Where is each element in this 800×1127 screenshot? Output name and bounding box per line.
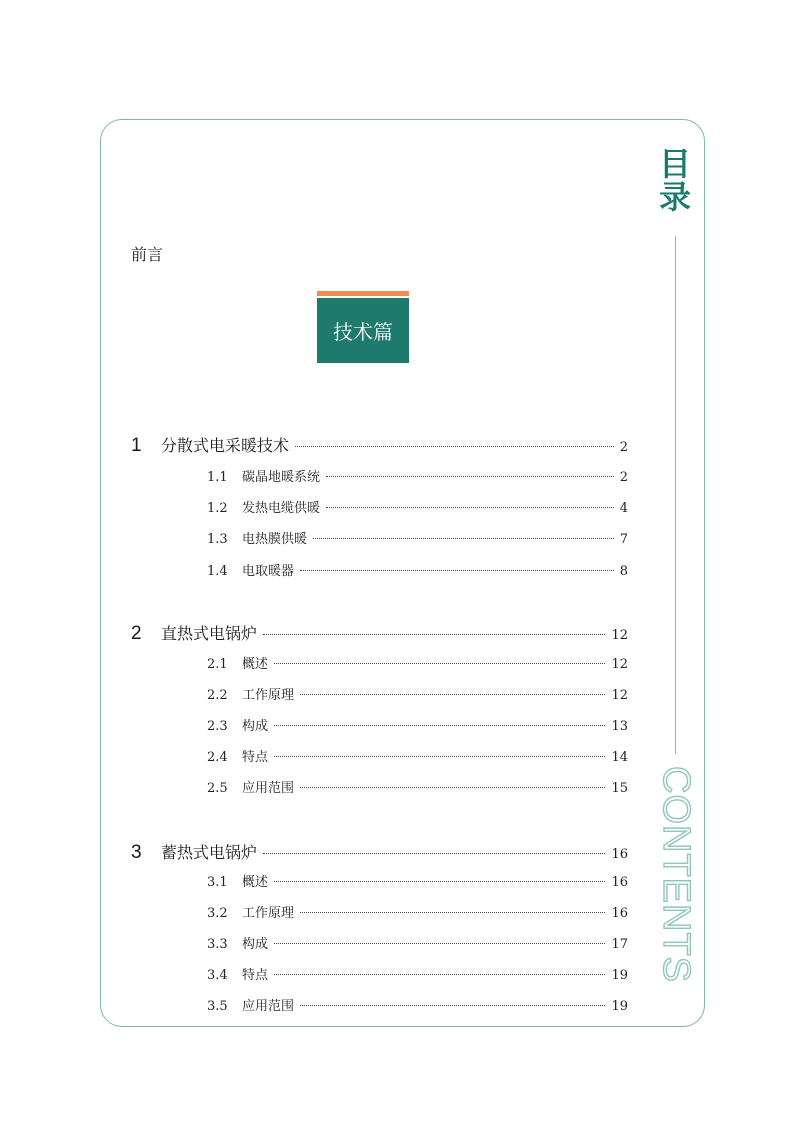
page-number: 15 xyxy=(611,781,628,796)
section-title: 特点 xyxy=(242,750,269,765)
page-number: 4 xyxy=(619,501,628,516)
section-title: 特点 xyxy=(242,968,269,983)
section-number: 3.2 xyxy=(207,906,228,921)
section-title: 工作原理 xyxy=(242,906,295,921)
chapter-entry[interactable] xyxy=(131,621,628,645)
leader-dots xyxy=(300,694,605,695)
leader-dots xyxy=(274,943,605,944)
section-number: 1.4 xyxy=(207,564,228,579)
toc-heading-char: 目 xyxy=(658,145,691,183)
preface-link[interactable]: 前言 xyxy=(131,245,164,264)
leader-dots xyxy=(274,725,605,726)
section-title: 构成 xyxy=(242,937,269,952)
leader-dots xyxy=(274,663,605,664)
section-title: 构成 xyxy=(242,719,269,734)
page-number: 2 xyxy=(619,440,628,455)
page-number: 16 xyxy=(611,906,628,921)
section-number: 1.2 xyxy=(207,501,228,516)
section-entry[interactable] xyxy=(207,995,628,1014)
section-number: 1.3 xyxy=(207,532,228,547)
section-number: 3.5 xyxy=(207,999,228,1014)
chapter-title: 分散式电采暖技术 xyxy=(161,436,290,455)
section-number: 3.4 xyxy=(207,968,228,983)
page-number: 19 xyxy=(611,999,628,1014)
section-entry[interactable] xyxy=(207,933,628,952)
chapter-entry[interactable] xyxy=(131,840,628,864)
section-title: 电取暖器 xyxy=(242,564,295,579)
toc-heading xyxy=(655,145,695,216)
leader-dots xyxy=(313,538,614,539)
section-entry[interactable] xyxy=(207,653,628,672)
section-entry[interactable] xyxy=(207,902,628,921)
leader-dots xyxy=(274,974,605,975)
section-title: 应用范围 xyxy=(242,781,295,796)
part-accent-bar xyxy=(317,291,409,296)
side-divider-line xyxy=(675,236,676,754)
page-number: 7 xyxy=(619,532,628,547)
page-number: 12 xyxy=(611,628,628,643)
page-number: 14 xyxy=(611,750,628,765)
section-number: 2.2 xyxy=(207,688,228,703)
section-title: 碳晶地暖系统 xyxy=(242,470,321,485)
section-number: 3.3 xyxy=(207,937,228,952)
chapter-entry[interactable] xyxy=(131,433,628,457)
chapter-title: 直热式电锅炉 xyxy=(161,624,258,643)
section-entry[interactable] xyxy=(207,715,628,734)
part-label-box xyxy=(317,298,409,363)
leader-dots xyxy=(274,756,605,757)
page-number: 19 xyxy=(611,968,628,983)
chapter-number: 3 xyxy=(131,842,142,863)
leader-dots xyxy=(263,634,605,635)
section-entry[interactable] xyxy=(207,777,628,796)
section-number: 3.1 xyxy=(207,875,228,890)
leader-dots xyxy=(326,476,614,477)
page-number: 13 xyxy=(611,719,628,734)
section-number: 1.1 xyxy=(207,470,228,485)
section-entry[interactable] xyxy=(207,466,628,485)
section-title: 电热膜供暖 xyxy=(242,532,308,547)
page-number: 16 xyxy=(611,875,628,890)
section-entry[interactable] xyxy=(207,560,628,579)
section-number: 2.3 xyxy=(207,719,228,734)
section-title: 概述 xyxy=(242,875,269,890)
leader-dots xyxy=(300,912,605,913)
chapter-title: 蓄热式电锅炉 xyxy=(161,843,258,862)
section-entry[interactable] xyxy=(207,746,628,765)
leader-dots xyxy=(326,507,614,508)
section-title: 概述 xyxy=(242,657,269,672)
toc-heading-char: 录 xyxy=(658,178,691,216)
section-title: 发热电缆供暖 xyxy=(242,501,321,516)
section-number: 2.5 xyxy=(207,781,228,796)
part-label: 技术篇 xyxy=(333,320,393,344)
section-title: 工作原理 xyxy=(242,688,295,703)
page-number: 17 xyxy=(611,937,628,952)
leader-dots xyxy=(300,570,614,571)
section-number: 2.1 xyxy=(207,657,228,672)
section-entry[interactable] xyxy=(207,528,628,547)
leader-dots xyxy=(300,787,605,788)
section-entry[interactable] xyxy=(207,497,628,516)
page-number: 12 xyxy=(611,688,628,703)
section-entry[interactable] xyxy=(207,871,628,890)
leader-dots xyxy=(274,881,605,882)
section-number: 2.4 xyxy=(207,750,228,765)
chapter-number: 1 xyxy=(131,435,142,456)
page-number: 8 xyxy=(619,564,628,579)
section-title: 应用范围 xyxy=(242,999,295,1014)
chapter-number: 2 xyxy=(131,623,142,644)
leader-dots xyxy=(300,1005,605,1006)
leader-dots xyxy=(295,446,614,447)
section-entry[interactable] xyxy=(207,684,628,703)
section-entry[interactable] xyxy=(207,964,628,983)
contents-vertical-label: CONTENTS xyxy=(655,766,697,983)
leader-dots xyxy=(263,853,605,854)
page-number: 12 xyxy=(611,657,628,672)
page-number: 16 xyxy=(611,847,628,862)
page-number: 2 xyxy=(619,470,628,485)
